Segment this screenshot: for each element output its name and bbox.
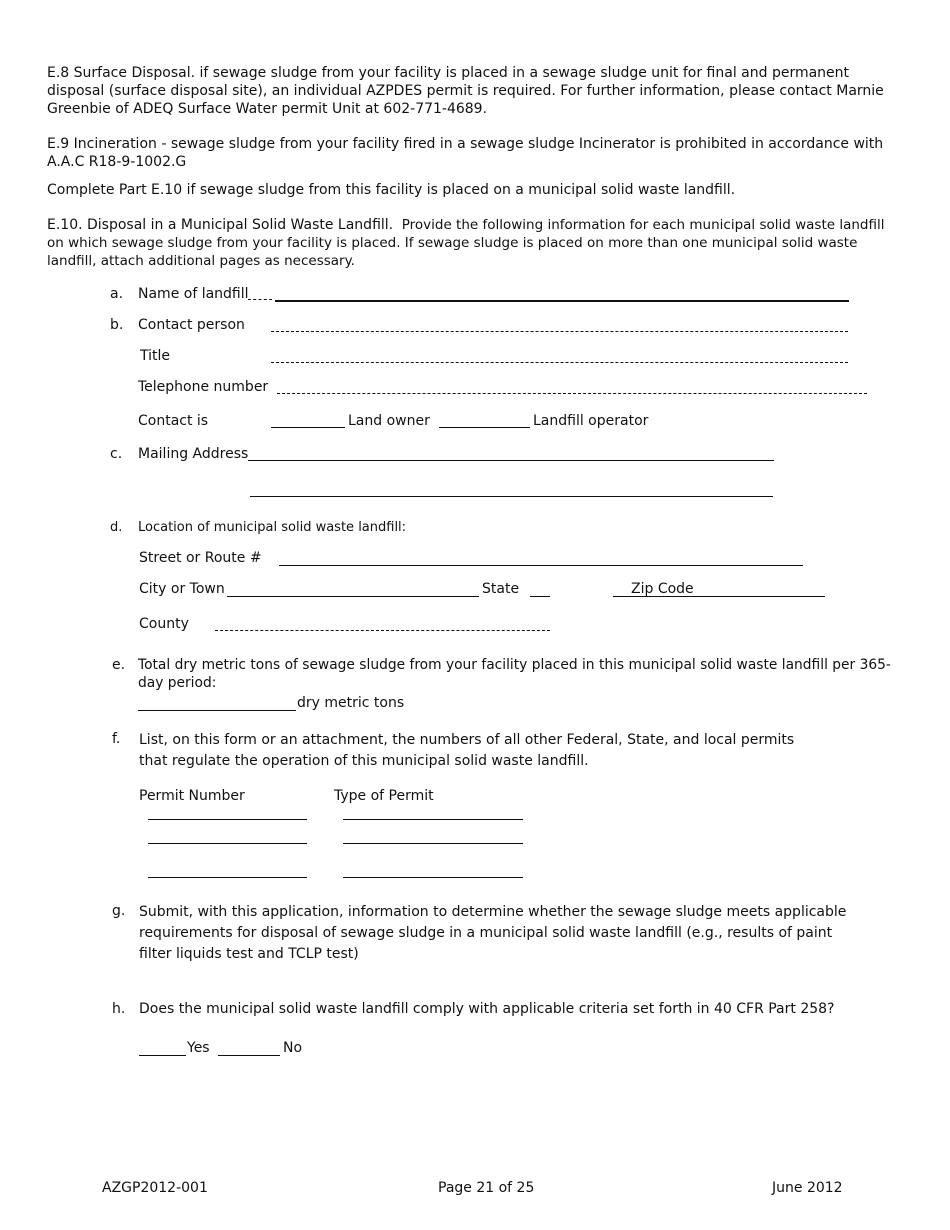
yes-label: Yes bbox=[187, 1040, 210, 1056]
yes-blank[interactable] bbox=[139, 1055, 186, 1056]
permit-type-field-2[interactable] bbox=[343, 843, 523, 844]
city-label: City or Town bbox=[139, 581, 225, 597]
footer-page-number: Page 21 of 25 bbox=[438, 1180, 535, 1196]
permit-type-field-1[interactable] bbox=[343, 819, 523, 820]
item-c-letter: c. bbox=[110, 446, 123, 462]
item-g-letter: g. bbox=[112, 903, 126, 919]
county-field[interactable] bbox=[215, 630, 550, 631]
item-a-letter: a. bbox=[110, 286, 124, 302]
sludge-requirements-text: Submit, with this application, information to determine whether the sewage sludge meets applicable requirements for disposal of sewage sludge in a municipal solid waste landfill (e.g., results of paint filter liquids test and TCLP test) bbox=[139, 904, 847, 962]
contact-person-field[interactable] bbox=[271, 331, 848, 332]
permit-number-field-1[interactable] bbox=[148, 819, 307, 820]
permit-number-field-2[interactable] bbox=[148, 843, 307, 844]
mailing-address-label: Mailing Address bbox=[138, 446, 249, 462]
permit-number-field-3[interactable] bbox=[148, 877, 307, 878]
e10-heading: E.10. Disposal in a Municipal Solid Waste Landfill. bbox=[47, 217, 394, 233]
landfill-name-label: Name of landfill bbox=[138, 286, 249, 302]
compliance-question: Does the municipal solid waste landfill comply with applicable criteria set forth in 40 CFR Part 258? bbox=[139, 1001, 835, 1017]
section-e10 bbox=[47, 216, 897, 270]
no-label: No bbox=[283, 1040, 303, 1056]
state-label: State bbox=[482, 581, 520, 597]
dry-tons-unit: dry metric tons bbox=[297, 695, 405, 711]
item-f-letter: f. bbox=[112, 731, 121, 747]
item-d-letter: d. bbox=[110, 520, 123, 535]
state-field[interactable] bbox=[530, 596, 550, 597]
city-field[interactable] bbox=[227, 596, 479, 597]
mailing-address-field-2[interactable] bbox=[250, 496, 773, 497]
dry-tons-field[interactable] bbox=[138, 710, 296, 711]
street-field[interactable] bbox=[279, 565, 803, 566]
street-label: Street or Route # bbox=[139, 550, 262, 566]
section-e8: E.8 Surface Disposal. if sewage sludge from your facility is placed in a sewage sludge unit for final and permanent disposal (surface disposal site), an individual AZPDES permit is required. For further information, please contact Marnie Greenbie of ADEQ Surface Water permit Unit at 602-771-4689. bbox=[47, 65, 884, 117]
title-field[interactable] bbox=[271, 362, 848, 363]
land-owner-blank[interactable] bbox=[271, 427, 345, 428]
permit-type-header: Type of Permit bbox=[334, 788, 434, 804]
complete-note: Complete Part E.10 if sewage sludge from this facility is placed on a municipal solid waste landfill. bbox=[47, 182, 736, 198]
telephone-label: Telephone number bbox=[138, 379, 269, 395]
item-e-letter: e. bbox=[112, 657, 126, 673]
landfill-operator-blank[interactable] bbox=[439, 427, 530, 428]
no-blank[interactable] bbox=[218, 1055, 280, 1056]
permit-number-header: Permit Number bbox=[139, 788, 245, 804]
landfill-name-lead bbox=[248, 299, 272, 300]
county-label: County bbox=[139, 616, 189, 632]
mailing-address-field-1[interactable] bbox=[248, 460, 774, 461]
landfill-operator-label: Landfill operator bbox=[533, 413, 649, 429]
footer-form-id: AZGP2012-001 bbox=[102, 1180, 208, 1196]
section-e9: E.9 Incineration - sewage sludge from your facility fired in a sewage sludge Incinerator is prohibited in accordance with A.A.C R18-9-1002.G bbox=[47, 136, 884, 170]
dry-tons-question: Total dry metric tons of sewage sludge from your facility placed in this municipal solid waste landfill per 365-day period: bbox=[138, 657, 891, 691]
e10-body: Provide the following information for each municipal solid waste landfill on which sewage sludge from your facility is placed. If sewage sludge is placed on more than one municipal solid waste landfill, attach additional pages as necessary. bbox=[47, 217, 885, 269]
land-owner-label: Land owner bbox=[348, 413, 430, 429]
contact-is-label: Contact is bbox=[138, 413, 209, 429]
contact-person-label: Contact person bbox=[138, 317, 245, 333]
item-h-letter: h. bbox=[112, 1001, 126, 1017]
permit-type-field-3[interactable] bbox=[343, 877, 523, 878]
telephone-field[interactable] bbox=[277, 393, 867, 394]
zip-field[interactable] bbox=[613, 596, 825, 597]
permits-instructions: List, on this form or an attachment, the numbers of all other Federal, State, and local permits that regulate the operation of this municipal solid waste landfill. bbox=[139, 732, 795, 769]
title-label: Title bbox=[140, 348, 171, 364]
item-b-letter: b. bbox=[110, 317, 124, 333]
landfill-name-field[interactable] bbox=[275, 300, 849, 302]
footer-date: June 2012 bbox=[772, 1180, 843, 1196]
location-label: Location of municipal solid waste landfill: bbox=[138, 520, 407, 535]
zip-label: Zip Code bbox=[631, 581, 694, 597]
